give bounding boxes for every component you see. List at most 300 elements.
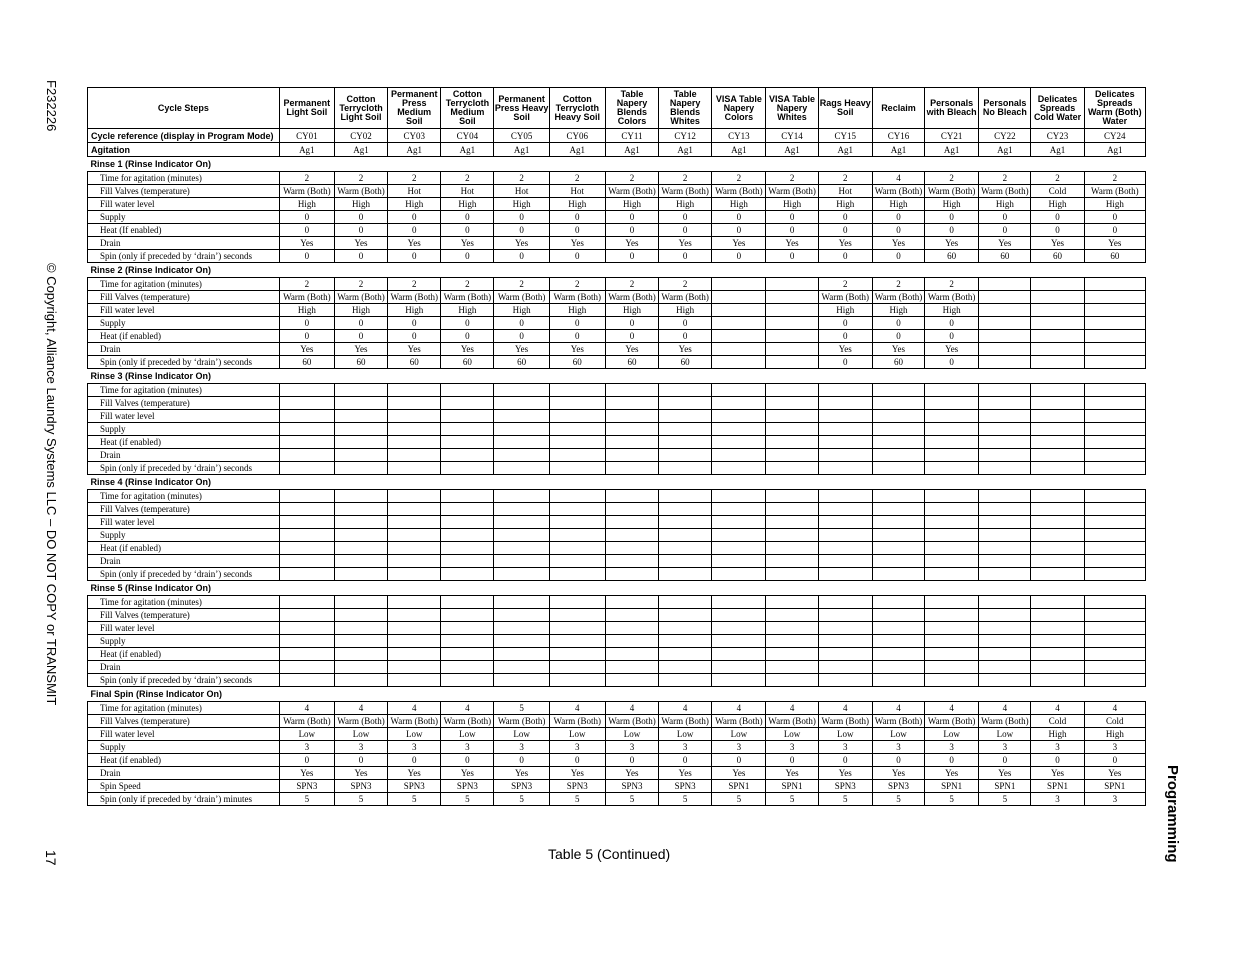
- table-cell: Warm (Both): [766, 185, 818, 198]
- table-cell: [925, 648, 979, 661]
- table-row: [88, 542, 1146, 555]
- table-cell: [712, 635, 766, 648]
- table-cell: 60: [549, 356, 605, 369]
- table-cell: [659, 609, 712, 622]
- table-cell: [494, 622, 549, 635]
- table-row: [88, 449, 1146, 462]
- table-cell: [712, 622, 766, 635]
- table-cell: [494, 516, 549, 529]
- column-header: Personals with Bleach: [925, 88, 979, 129]
- table-cell: [334, 384, 387, 397]
- table-cell: 4: [1031, 702, 1084, 715]
- table-cell: CY23: [1031, 129, 1084, 143]
- column-header: Delicates Spreads Warm (Both) Water: [1084, 88, 1145, 129]
- table-cell: [979, 449, 1031, 462]
- table-cell: 2: [979, 172, 1031, 185]
- table-cell: 0: [334, 250, 387, 263]
- table-cell: [979, 317, 1031, 330]
- table-cell: [979, 542, 1031, 555]
- table-cell: [712, 596, 766, 609]
- table-cell: 2: [441, 172, 494, 185]
- table-cell: [925, 596, 979, 609]
- table-cell: [388, 397, 441, 410]
- table-cell: 2: [659, 278, 712, 291]
- table-cell: Hot: [549, 185, 605, 198]
- table-cell: [441, 503, 494, 516]
- table-cell: Warm (Both): [388, 715, 441, 728]
- table-cell: [334, 397, 387, 410]
- table-cell: SPN3: [605, 780, 658, 793]
- table-cell: [766, 622, 818, 635]
- table-cell: [1084, 516, 1145, 529]
- cycle-steps-table: [87, 87, 1146, 806]
- table-cell: 0: [605, 754, 658, 767]
- table-cell: [279, 568, 334, 581]
- table-cell: [766, 423, 818, 436]
- table-cell: [1031, 661, 1084, 674]
- row-label: Spin (only if preceded by ‘drain’) seconds: [88, 674, 280, 687]
- table-cell: [766, 304, 818, 317]
- table-cell: 5: [872, 793, 924, 806]
- table-row: [88, 793, 1146, 806]
- table-cell: Low: [279, 728, 334, 741]
- table-cell: [605, 410, 658, 423]
- table-cell: [279, 622, 334, 635]
- table-cell: [1031, 330, 1084, 343]
- table-cell: [1084, 622, 1145, 635]
- row-label: Drain: [88, 555, 280, 568]
- table-cell: 0: [441, 211, 494, 224]
- column-header: Cotton Terrycloth Heavy Soil: [549, 88, 605, 129]
- table-cell: [872, 568, 924, 581]
- table-cell: [979, 661, 1031, 674]
- table-cell: [605, 542, 658, 555]
- table-cell: Ag1: [1084, 143, 1145, 157]
- table-cell: [605, 423, 658, 436]
- table-cell: Warm (Both): [712, 185, 766, 198]
- table-cell: 0: [872, 250, 924, 263]
- table-cell: [334, 516, 387, 529]
- table-cell: [441, 609, 494, 622]
- table-cell: [659, 568, 712, 581]
- table-cell: [441, 449, 494, 462]
- table-cell: 0: [872, 317, 924, 330]
- row-label: Drain: [88, 661, 280, 674]
- table-cell: CY03: [388, 129, 441, 143]
- section-header-row: [88, 369, 1146, 384]
- table-cell: [441, 529, 494, 542]
- table-cell: CY14: [766, 129, 818, 143]
- table-cell: [872, 661, 924, 674]
- table-row: [88, 330, 1146, 343]
- row-label: Spin Speed: [88, 780, 280, 793]
- table-cell: 0: [925, 317, 979, 330]
- table-cell: [605, 555, 658, 568]
- table-cell: Low: [441, 728, 494, 741]
- table-cell: [659, 423, 712, 436]
- table-cell: [659, 555, 712, 568]
- table-cell: [872, 423, 924, 436]
- table-cell: Cold: [1031, 715, 1084, 728]
- table-cell: [334, 674, 387, 687]
- table-cell: High: [1084, 728, 1145, 741]
- table-cell: High: [334, 304, 387, 317]
- table-cell: Warm (Both): [334, 715, 387, 728]
- table-cell: [494, 596, 549, 609]
- row-label: Spin (only if preceded by ‘drain’) seconds: [88, 568, 280, 581]
- table-cell: [712, 661, 766, 674]
- table-cell: [441, 622, 494, 635]
- section-header-row: [88, 475, 1146, 490]
- table-header-row: [88, 88, 1146, 129]
- table-cell: 0: [549, 317, 605, 330]
- table-cell: [605, 622, 658, 635]
- table-cell: [388, 462, 441, 475]
- row-label: Heat (if enabled): [88, 330, 280, 343]
- row-label: Supply: [88, 741, 280, 754]
- row-label: Supply: [88, 211, 280, 224]
- row-label: Time for agitation (minutes): [88, 172, 280, 185]
- table-cell: [1084, 648, 1145, 661]
- table-cell: [334, 555, 387, 568]
- column-header: Table Napery Blends Colors: [605, 88, 658, 129]
- table-cell: [925, 568, 979, 581]
- table-cell: [872, 609, 924, 622]
- table-cell: 4: [1084, 702, 1145, 715]
- table-cell: 2: [388, 172, 441, 185]
- table-cell: Ag1: [605, 143, 658, 157]
- table-cell: Yes: [712, 237, 766, 250]
- table-cell: 5: [388, 793, 441, 806]
- table-cell: 4: [279, 702, 334, 715]
- row-label: Time for agitation (minutes): [88, 384, 280, 397]
- table-cell: Hot: [818, 185, 872, 198]
- table-cell: [979, 648, 1031, 661]
- section-title: Rinse 3 (Rinse Indicator On): [90, 371, 212, 381]
- table-cell: CY02: [334, 129, 387, 143]
- table-cell: 2: [279, 172, 334, 185]
- table-cell: [494, 397, 549, 410]
- table-cell: [925, 516, 979, 529]
- row-label: Heat (if enabled): [88, 648, 280, 661]
- table-cell: [979, 529, 1031, 542]
- table-cell: [494, 503, 549, 516]
- table-cell: 3: [441, 741, 494, 754]
- table-cell: High: [925, 198, 979, 211]
- table-cell: [979, 291, 1031, 304]
- table-cell: [1031, 648, 1084, 661]
- table-cell: [1084, 304, 1145, 317]
- table-cell: Yes: [712, 767, 766, 780]
- table-cell: 0: [388, 211, 441, 224]
- table-cell: 0: [441, 250, 494, 263]
- table-cell: 3: [818, 741, 872, 754]
- table-cell: High: [494, 198, 549, 211]
- table-cell: 0: [818, 330, 872, 343]
- table-cell: [279, 449, 334, 462]
- table-cell: [872, 397, 924, 410]
- table-cell: [334, 529, 387, 542]
- table-cell: [279, 596, 334, 609]
- table-cell: Warm (Both): [925, 291, 979, 304]
- table-cell: 2: [818, 278, 872, 291]
- table-cell: [494, 436, 549, 449]
- table-cell: [605, 661, 658, 674]
- table-row: [88, 780, 1146, 793]
- table-cell: [925, 423, 979, 436]
- table-cell: Low: [388, 728, 441, 741]
- table-cell: [712, 423, 766, 436]
- table-cell: 0: [818, 754, 872, 767]
- row-label: Spin (only if preceded by ‘drain’) seconds: [88, 250, 280, 263]
- table-cell: [494, 462, 549, 475]
- row-label: Drain: [88, 767, 280, 780]
- table-cell: 0: [279, 211, 334, 224]
- table-cell: CY06: [549, 129, 605, 143]
- table-cell: Low: [549, 728, 605, 741]
- table-cell: 3: [872, 741, 924, 754]
- table-cell: Warm (Both): [279, 715, 334, 728]
- table-row: [88, 702, 1146, 715]
- table-cell: High: [872, 198, 924, 211]
- table-cell: [925, 529, 979, 542]
- table-cell: [549, 384, 605, 397]
- table-cell: Warm (Both): [925, 185, 979, 198]
- table-cell: CY04: [441, 129, 494, 143]
- table-cell: [766, 317, 818, 330]
- table-cell: Yes: [1084, 767, 1145, 780]
- table-cell: Yes: [659, 343, 712, 356]
- section-title: Programming: [1164, 765, 1181, 863]
- table-cell: [494, 529, 549, 542]
- table-cell: 0: [979, 211, 1031, 224]
- table-cell: [659, 542, 712, 555]
- table-cell: [1031, 462, 1084, 475]
- table-cell: [979, 490, 1031, 503]
- table-cell: [979, 410, 1031, 423]
- table-cell: [872, 555, 924, 568]
- table-cell: SPN3: [388, 780, 441, 793]
- table-cell: [388, 516, 441, 529]
- table-cell: [766, 516, 818, 529]
- table-cell: [659, 436, 712, 449]
- table-cell: [441, 596, 494, 609]
- table-cell: Ag1: [549, 143, 605, 157]
- table-cell: [605, 596, 658, 609]
- table-cell: [818, 661, 872, 674]
- table-cell: 2: [659, 172, 712, 185]
- row-label: Time for agitation (minutes): [88, 596, 280, 609]
- row-label: Spin (only if preceded by ‘drain’) minutes: [88, 793, 280, 806]
- table-cell: [925, 609, 979, 622]
- table-cell: [1031, 384, 1084, 397]
- table-cell: High: [388, 198, 441, 211]
- table-cell: [1084, 278, 1145, 291]
- table-cell: [494, 568, 549, 581]
- table-cell: [872, 503, 924, 516]
- table-cell: 0: [549, 211, 605, 224]
- table-cell: 60: [1084, 250, 1145, 263]
- table-row: [88, 185, 1146, 198]
- table-cell: 0: [494, 211, 549, 224]
- table-cell: [766, 330, 818, 343]
- table-cell: [818, 622, 872, 635]
- table-cell: [925, 462, 979, 475]
- table-cell: 60: [872, 356, 924, 369]
- table-cell: [979, 568, 1031, 581]
- table-cell: [388, 410, 441, 423]
- table-cell: [279, 674, 334, 687]
- table-cell: 0: [712, 224, 766, 237]
- table-cell: [659, 397, 712, 410]
- table-cell: High: [605, 304, 658, 317]
- table-cell: SPN1: [925, 780, 979, 793]
- table-cell: 0: [549, 224, 605, 237]
- table-cell: 0: [659, 224, 712, 237]
- table-cell: 5: [818, 793, 872, 806]
- table-cell: High: [1084, 198, 1145, 211]
- table-cell: [1084, 596, 1145, 609]
- table-row: [88, 741, 1146, 754]
- table-cell: [605, 462, 658, 475]
- table-cell: High: [441, 198, 494, 211]
- table-cell: [279, 410, 334, 423]
- table-cell: Ag1: [279, 143, 334, 157]
- table-cell: [1031, 568, 1084, 581]
- table-cell: [388, 661, 441, 674]
- table-cell: 0: [818, 211, 872, 224]
- table-cell: [1031, 436, 1084, 449]
- table-cell: [659, 661, 712, 674]
- table-cell: [712, 516, 766, 529]
- table-cell: Yes: [1031, 767, 1084, 780]
- table-cell: [605, 529, 658, 542]
- table-cell: [659, 635, 712, 648]
- table-cell: [494, 410, 549, 423]
- table-cell: Yes: [494, 767, 549, 780]
- table-cell: [766, 436, 818, 449]
- table-cell: Warm (Both): [1084, 185, 1145, 198]
- table-cell: 2: [605, 278, 658, 291]
- row-label: Heat (if enabled): [88, 754, 280, 767]
- table-cell: 0: [494, 754, 549, 767]
- table-cell: [1084, 423, 1145, 436]
- column-header: Cotton Terrycloth Light Soil: [334, 88, 387, 129]
- table-cell: [334, 423, 387, 436]
- table-row: [88, 462, 1146, 475]
- table-row: [88, 198, 1146, 211]
- table-cell: 2: [712, 172, 766, 185]
- table-cell: [766, 449, 818, 462]
- table-cell: 2: [494, 172, 549, 185]
- table-cell: [549, 609, 605, 622]
- table-cell: [549, 449, 605, 462]
- table-cell: Warm (Both): [279, 291, 334, 304]
- table-cell: CY12: [659, 129, 712, 143]
- table-row: [88, 397, 1146, 410]
- table-cell: [872, 384, 924, 397]
- table-cell: Warm (Both): [818, 715, 872, 728]
- table-cell: 0: [659, 317, 712, 330]
- table-row: [88, 250, 1146, 263]
- table-cell: 3: [334, 741, 387, 754]
- table-cell: High: [494, 304, 549, 317]
- table-cell: Warm (Both): [766, 715, 818, 728]
- table-cell: 0: [334, 317, 387, 330]
- table-cell: [712, 490, 766, 503]
- table-cell: [979, 356, 1031, 369]
- table-cell: [494, 609, 549, 622]
- column-header: VISA Table Napery Whites: [766, 88, 818, 129]
- table-cell: [925, 542, 979, 555]
- table-cell: [334, 568, 387, 581]
- table-row: [88, 609, 1146, 622]
- table-cell: [818, 436, 872, 449]
- table-cell: 0: [334, 330, 387, 343]
- table-cell: [1084, 661, 1145, 674]
- table-cell: [441, 410, 494, 423]
- table-cell: 0: [659, 330, 712, 343]
- table-cell: 0: [494, 317, 549, 330]
- table-cell: [979, 384, 1031, 397]
- table-cell: [388, 609, 441, 622]
- row-label: Agitation: [88, 143, 280, 157]
- table-cell: [334, 661, 387, 674]
- table-cell: 0: [441, 330, 494, 343]
- table-cell: [766, 648, 818, 661]
- table-cell: Yes: [766, 767, 818, 780]
- table-cell: 0: [441, 224, 494, 237]
- table-cell: [872, 490, 924, 503]
- table-cell: 4: [659, 702, 712, 715]
- table-cell: [549, 490, 605, 503]
- table-cell: [549, 568, 605, 581]
- table-cell: [549, 555, 605, 568]
- table-cell: 3: [712, 741, 766, 754]
- table-cell: [818, 529, 872, 542]
- table-cell: [1084, 529, 1145, 542]
- table-cell: [659, 648, 712, 661]
- table-cell: [549, 596, 605, 609]
- table-cell: Hot: [388, 185, 441, 198]
- table-cell: Low: [334, 728, 387, 741]
- table-cell: [279, 648, 334, 661]
- row-label: Fill water level: [88, 516, 280, 529]
- table-cell: [766, 291, 818, 304]
- table-cell: [605, 674, 658, 687]
- row-label: Supply: [88, 317, 280, 330]
- row-label: Time for agitation (minutes): [88, 490, 280, 503]
- table-cell: 0: [1084, 224, 1145, 237]
- table-cell: 0: [279, 250, 334, 263]
- table-cell: [1084, 317, 1145, 330]
- table-cell: Ag1: [872, 143, 924, 157]
- table-cell: [1031, 542, 1084, 555]
- table-cell: [712, 278, 766, 291]
- table-cell: Warm (Both): [334, 185, 387, 198]
- table-cell: [605, 490, 658, 503]
- table-cell: Yes: [925, 767, 979, 780]
- table-cell: [659, 490, 712, 503]
- table-cell: Ag1: [494, 143, 549, 157]
- row-label: Fill Valves (temperature): [88, 715, 280, 728]
- table-cell: [925, 503, 979, 516]
- table-cell: [766, 384, 818, 397]
- table-cell: [712, 568, 766, 581]
- table-cell: [605, 436, 658, 449]
- table-cell: 60: [659, 356, 712, 369]
- table-cell: [712, 542, 766, 555]
